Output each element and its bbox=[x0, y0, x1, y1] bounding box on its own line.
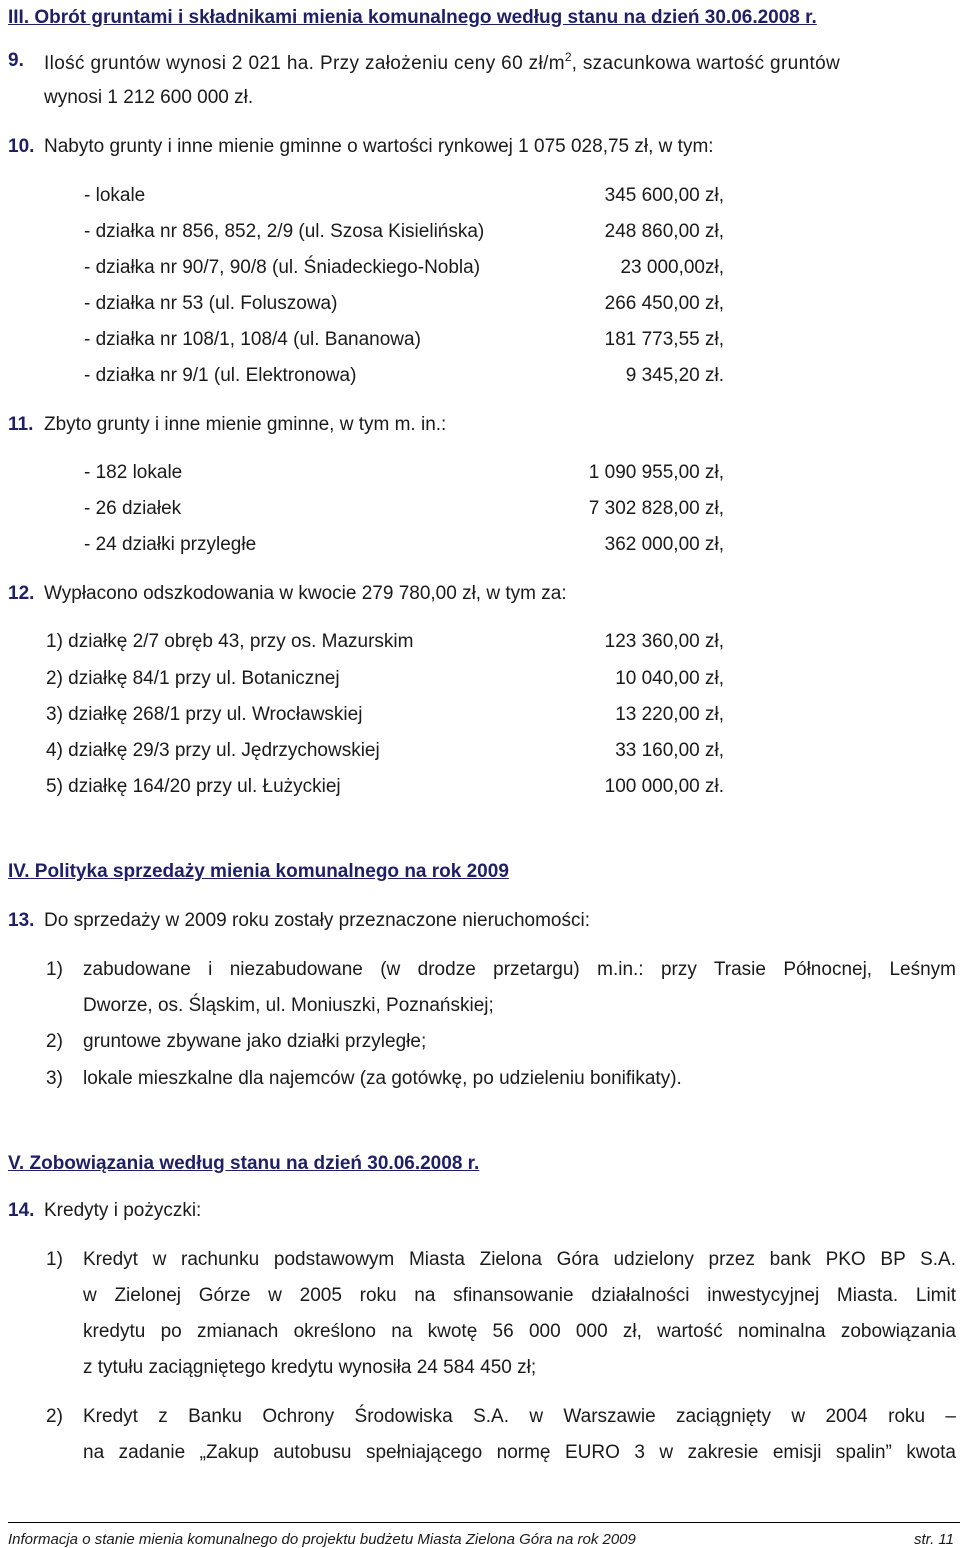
item-13-point-marker: 3) bbox=[46, 1068, 63, 1089]
item-9-text-line2: wynosi 1 212 600 000 zł. bbox=[44, 87, 254, 108]
item-9-text-line1 bbox=[44, 51, 956, 73]
item-9-line1-pre: Ilość gruntów wynosi 2 021 ha. Przy założeniu ceny 60 zł/m bbox=[44, 53, 565, 74]
item-13-point-text-continued: Dworze, os. Śląskim, ul. Moniuszki, Poznańskiej; bbox=[83, 995, 494, 1016]
credit-line: kredytu po zmianach określono na kwotę 56 000 000 zł, wartość nominalna zobowiązania bbox=[83, 1321, 956, 1342]
item-13-point-text: lokale mieszkalne dla najemców (za gotówkę, po udzieleniu bonifikaty). bbox=[83, 1068, 682, 1089]
item-12-row-label: 4) działkę 29/3 przy ul. Jędrzychowskiej bbox=[46, 740, 380, 761]
item-10-row-amount: 266 450,00 zł, bbox=[604, 293, 724, 314]
item-10-row-label: - działka nr 53 (ul. Foluszowa) bbox=[84, 293, 338, 314]
footer-divider bbox=[8, 1522, 960, 1523]
item-12-row-amount: 13 220,00 zł, bbox=[615, 704, 724, 725]
item-12-row-label: 2) działkę 84/1 przy ul. Botanicznej bbox=[46, 668, 340, 689]
credit-line: w Zielonej Górze w 2005 roku na sfinansowanie działalności inwestycyjnej Miasta. Limit bbox=[83, 1285, 956, 1306]
item-11-text: Zbyto grunty i inne mienie gminne, w tym m. in.: bbox=[44, 414, 447, 435]
item-11-row-amount: 362 000,00 zł, bbox=[604, 534, 724, 555]
item-9-number: 9. bbox=[8, 50, 24, 71]
item-10-row-label: - działka nr 9/1 (ul. Elektronowa) bbox=[84, 365, 357, 386]
item-10-row-amount: 9 345,20 zł. bbox=[625, 365, 724, 386]
item-12-row-label: 5) działkę 164/20 przy ul. Łużyckiej bbox=[46, 776, 341, 797]
item-12-row-label: 1) działkę 2/7 obręb 43, przy os. Mazurskim bbox=[46, 631, 414, 652]
credit-marker: 2) bbox=[46, 1406, 63, 1427]
section-v-heading: V. Zobowiązania według stanu na dzień 30.06.2008 r. bbox=[8, 1153, 480, 1174]
item-12-text: Wypłacono odszkodowania w kwocie 279 780,00 zł, w tym za: bbox=[44, 583, 567, 604]
item-10-text: Nabyto grunty i inne mienie gminne o wartości rynkowej 1 075 028,75 zł, w tym: bbox=[44, 136, 714, 157]
section-iv-heading: IV. Polityka sprzedaży mienia komunalnego na rok 2009 bbox=[8, 861, 509, 882]
item-13-text: Do sprzedaży w 2009 roku zostały przeznaczone nieruchomości: bbox=[44, 910, 590, 931]
item-14-text: Kredyty i pożyczki: bbox=[44, 1200, 202, 1221]
credit-line: z tytułu zaciągniętego kredytu wynosiła 24 584 450 zł; bbox=[83, 1357, 537, 1378]
item-12-row-amount: 33 160,00 zł, bbox=[615, 740, 724, 761]
item-12-row-amount: 10 040,00 zł, bbox=[615, 668, 724, 689]
item-10-row-label: - działka nr 108/1, 108/4 (ul. Bananowa) bbox=[84, 329, 421, 350]
item-10-number: 10. bbox=[8, 136, 35, 157]
item-10-row-label: - działka nr 856, 852, 2/9 (ul. Szosa Kisielińska) bbox=[84, 221, 485, 242]
item-11-row-label: - 26 działek bbox=[84, 498, 182, 519]
item-11-row-amount: 7 302 828,00 zł, bbox=[588, 498, 724, 519]
section-iii-heading: III. Obrót gruntami i składnikami mienia komunalnego według stanu na dzień 30.06.2008 r. bbox=[8, 7, 817, 28]
credit-line: na zadanie „Zakup autobusu spełniającego normę EURO 3 w zakresie emisji spalin” kwota bbox=[83, 1442, 956, 1463]
item-13-point-marker: 1) bbox=[46, 959, 63, 980]
footer-page-number: str. 11 bbox=[913, 1531, 954, 1548]
footer-title: Informacja o stanie mienia komunalnego do projektu budżetu Miasta Zielona Góra na rok 2009 bbox=[8, 1531, 636, 1548]
item-9-line1-post: , szacunkowa wartość gruntów bbox=[571, 53, 841, 74]
item-10-row-amount: 345 600,00 zł, bbox=[604, 185, 724, 206]
item-11-row-label: - 182 lokale bbox=[84, 462, 183, 483]
item-12-row-amount: 123 360,00 zł, bbox=[604, 631, 724, 652]
credit-line: Kredyt w rachunku podstawowym Miasta Zielona Góra udzielony przez bank PKO BP S.A. bbox=[83, 1249, 956, 1270]
item-12-row-label: 3) działkę 268/1 przy ul. Wrocławskiej bbox=[46, 704, 363, 725]
item-11-number: 11. bbox=[8, 414, 34, 435]
item-11-row-label: - 24 działki przyległe bbox=[84, 534, 257, 555]
item-13-point-marker: 2) bbox=[46, 1031, 63, 1052]
item-10-row-amount: 23 000,00zł, bbox=[620, 257, 724, 278]
credit-marker: 1) bbox=[46, 1249, 63, 1270]
item-10-row-label: - lokale bbox=[84, 185, 146, 206]
item-13-number: 13. bbox=[8, 910, 35, 931]
credit-line: Kredyt z Banku Ochrony Środowiska S.A. w Warszawie zaciągnięty w 2004 roku – bbox=[83, 1406, 956, 1427]
item-14-number: 14. bbox=[8, 1200, 35, 1221]
item-13-point-text: gruntowe zbywane jako działki przyległe; bbox=[83, 1031, 427, 1052]
item-10-row-label: - działka nr 90/7, 90/8 (ul. Śniadeckiego-Nobla) bbox=[84, 257, 481, 278]
item-12-number: 12. bbox=[8, 583, 35, 604]
item-12-row-amount: 100 000,00 zł. bbox=[604, 776, 724, 797]
item-10-row-amount: 248 860,00 zł, bbox=[604, 221, 724, 242]
item-13-point-text: zabudowane i niezabudowane (w drodze przetargu) m.in.: przy Trasie Północnej, Leśnym bbox=[83, 959, 956, 980]
item-9-superscript: 2 bbox=[564, 50, 572, 64]
item-10-row-amount: 181 773,55 zł, bbox=[604, 329, 724, 350]
item-11-row-amount: 1 090 955,00 zł, bbox=[588, 462, 724, 483]
